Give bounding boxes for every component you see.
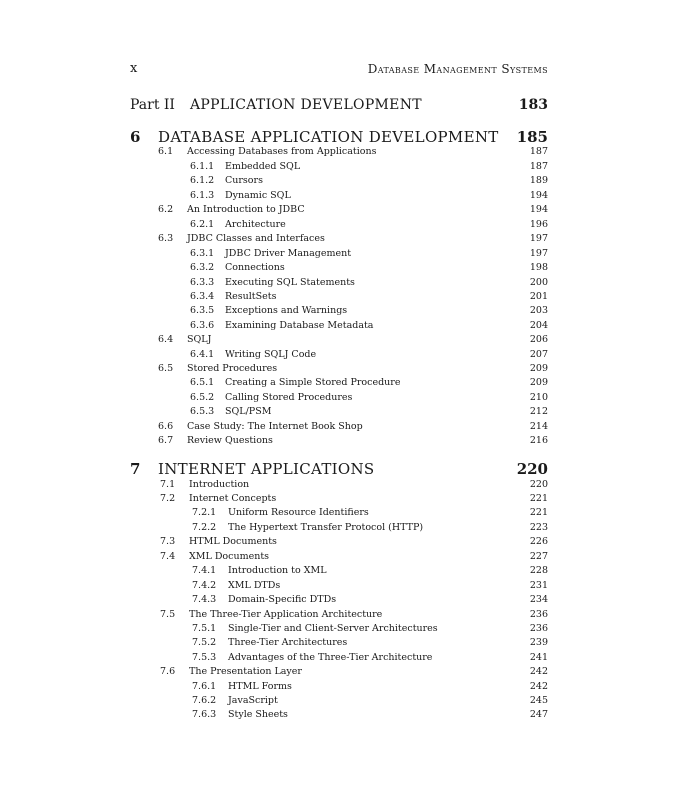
entry-title: Internet Concepts (189, 493, 277, 504)
entry-number: 6.5.1 (190, 377, 215, 388)
entry-page: 212 (529, 406, 548, 417)
entry-number: 6.1.3 (190, 190, 215, 201)
entry-page: 234 (529, 594, 548, 605)
chapter-title: DATABASE APPLICATION DEVELOPMENT (158, 128, 499, 146)
toc-entry (190, 174, 548, 188)
toc-entry (190, 276, 548, 290)
entry-page: 200 (529, 277, 548, 288)
toc-entry (190, 261, 548, 275)
chapter-title: INTERNET APPLICATIONS (158, 460, 375, 478)
toc-entry (192, 636, 548, 650)
toc-entry (160, 535, 548, 549)
entry-page: 245 (529, 695, 548, 706)
toc-entry (158, 203, 548, 217)
part-page: 183 (518, 97, 548, 113)
toc-entry (158, 362, 548, 376)
toc-entry (192, 680, 548, 694)
entry-number: 6.3.2 (190, 262, 215, 273)
entry-title: An Introduction to JDBC (187, 204, 305, 215)
entry-number: 7.1 (160, 479, 176, 490)
entry-title: HTML Forms (228, 681, 292, 692)
entry-title: Executing SQL Statements (225, 277, 355, 288)
entry-title: Style Sheets (228, 709, 288, 720)
toc-entry (192, 506, 548, 520)
entry-title: The Three-Tier Application Architecture (189, 609, 383, 620)
entry-number: 6.7 (158, 435, 174, 446)
chapter-heading (130, 460, 548, 480)
toc-entry (160, 608, 548, 622)
entry-page: 210 (529, 392, 548, 403)
toc-entry (160, 665, 548, 679)
entry-title: JDBC Driver Management (225, 248, 352, 259)
entry-number: 7.4.2 (192, 580, 217, 591)
entry-title: Dynamic SQL (225, 190, 291, 201)
entry-number: 7.6.3 (192, 709, 217, 720)
entry-page: 247 (529, 709, 548, 720)
toc-entry (190, 319, 548, 333)
entry-page: 221 (529, 493, 548, 504)
entry-number: 6.3.4 (190, 291, 215, 302)
entry-page: 223 (529, 522, 548, 533)
entry-page: 220 (529, 479, 548, 490)
entry-page: 242 (529, 681, 548, 692)
toc-entry (190, 376, 548, 390)
toc-entry (190, 160, 548, 174)
entry-page: 187 (529, 146, 548, 157)
entry-title: SQLJ (187, 334, 212, 345)
toc-entry (190, 405, 548, 419)
entry-number: 7.4.3 (192, 594, 217, 605)
entry-number: 6.1.1 (190, 161, 215, 172)
page-number: x (130, 61, 138, 76)
entry-page: 221 (529, 507, 548, 518)
entry-title: Accessing Databases from Applications (187, 146, 377, 157)
entry-page: 194 (529, 190, 548, 201)
entry-page: 198 (529, 262, 548, 273)
entry-title: The Presentation Layer (189, 666, 302, 677)
chapter-page: 220 (516, 460, 548, 478)
running-header (130, 61, 548, 77)
toc-entry (192, 708, 548, 722)
entry-title: XML Documents (189, 551, 270, 562)
toc-entry (190, 247, 548, 261)
entry-title: Writing SQLJ Code (225, 349, 317, 360)
entry-title: Three-Tier Architectures (228, 637, 348, 648)
entry-page: 209 (529, 377, 548, 388)
entry-page: 206 (529, 334, 548, 345)
entry-number: 6.5 (158, 363, 174, 374)
entry-page: 197 (529, 233, 548, 244)
entry-number: 7.4 (160, 551, 176, 562)
entry-page: 189 (529, 175, 548, 186)
toc-entry (158, 420, 548, 434)
entry-number: 7.4.1 (192, 565, 217, 576)
entry-title: Stored Procedures (187, 363, 278, 374)
toc-entry (158, 434, 548, 448)
toc-entry (158, 145, 548, 159)
part-label: Part II (130, 97, 175, 113)
toc-entry (192, 622, 548, 636)
entry-page: 242 (529, 666, 548, 677)
toc-entry (190, 304, 548, 318)
entry-title: Embedded SQL (225, 161, 301, 172)
entry-number: 7.5.3 (192, 652, 217, 663)
entry-title: ResultSets (225, 291, 277, 302)
entry-page: 207 (529, 349, 548, 360)
entry-number: 7.3 (160, 536, 176, 547)
entry-page: 187 (529, 161, 548, 172)
entry-title: Introduction (189, 479, 250, 490)
entry-page: 203 (529, 305, 548, 316)
toc-entry (160, 478, 548, 492)
entry-number: 7.5.2 (192, 637, 217, 648)
entry-number: 6.4 (158, 334, 174, 345)
entry-title: Architecture (225, 219, 286, 230)
entry-title: Single-Tier and Client-Server Architectures (228, 623, 438, 634)
entry-number: 6.5.2 (190, 392, 215, 403)
entry-page: 228 (529, 565, 548, 576)
entry-number: 6.4.1 (190, 349, 215, 360)
entry-page: 197 (529, 248, 548, 259)
entry-number: 7.2.1 (192, 507, 217, 518)
entry-title: Uniform Resource Identifiers (228, 507, 369, 518)
entry-number: 6.3.1 (190, 248, 215, 259)
entry-title: Exceptions and Warnings (225, 305, 348, 316)
entry-title: Advantages of the Three-Tier Architecture (228, 652, 433, 663)
entry-number: 6.6 (158, 421, 174, 432)
entry-title: Connections (225, 262, 285, 273)
entry-number: 7.2 (160, 493, 176, 504)
entry-title: Review Questions (187, 435, 273, 446)
entry-number: 6.3 (158, 233, 174, 244)
entry-title: SQL/PSM (225, 406, 272, 417)
entry-page: 239 (529, 637, 548, 648)
toc-entry (192, 521, 548, 535)
toc-entry (192, 651, 548, 665)
running-title: Database Management Systems (367, 62, 548, 76)
entry-number: 6.3.3 (190, 277, 215, 288)
entry-title: HTML Documents (189, 536, 277, 547)
entry-title: Cursors (225, 175, 263, 186)
entry-title: Creating a Simple Stored Procedure (225, 377, 401, 388)
entry-number: 6.3.5 (190, 305, 215, 316)
toc-entry (158, 333, 548, 347)
toc-entry (158, 232, 548, 246)
entry-number: 7.5 (160, 609, 176, 620)
entry-page: 214 (529, 421, 548, 432)
entry-title: Domain-Specific DTDs (228, 594, 337, 605)
entry-title: Introduction to XML (228, 565, 327, 576)
entry-title: Calling Stored Procedures (225, 392, 353, 403)
entry-number: 6.2.1 (190, 219, 215, 230)
entry-title: XML DTDs (228, 580, 281, 591)
entry-page: 236 (529, 609, 548, 620)
entry-page: 204 (529, 320, 548, 331)
chapter-number: 6 (130, 128, 141, 146)
entry-number: 6.5.3 (190, 406, 215, 417)
entry-title: JavaScript (228, 695, 278, 706)
entry-number: 7.6.1 (192, 681, 217, 692)
entry-page: 209 (529, 363, 548, 374)
chapter-number: 7 (130, 460, 141, 478)
toc-entry (160, 492, 548, 506)
toc-entry (192, 564, 548, 578)
entry-page: 201 (529, 291, 548, 302)
toc-entry (190, 218, 548, 232)
toc-entry (160, 550, 548, 564)
entry-page: 231 (529, 580, 548, 591)
entry-title: The Hypertext Transfer Protocol (HTTP) (228, 522, 424, 533)
entry-number: 7.6 (160, 666, 176, 677)
part-title: APPLICATION DEVELOPMENT (190, 97, 422, 113)
entry-page: 226 (529, 536, 548, 547)
entry-page: 227 (529, 551, 548, 562)
entry-number: 6.1.2 (190, 175, 215, 186)
entry-number: 7.5.1 (192, 623, 217, 634)
toc-entry (190, 391, 548, 405)
entry-number: 7.6.2 (192, 695, 217, 706)
entry-page: 216 (529, 435, 548, 446)
toc-entry (192, 694, 548, 708)
entry-number: 6.3.6 (190, 320, 215, 331)
toc-entry (190, 348, 548, 362)
entry-title: Case Study: The Internet Book Shop (187, 421, 363, 432)
entry-title: Examining Database Metadata (225, 320, 374, 331)
toc-entry (190, 290, 548, 304)
entry-title: JDBC Classes and Interfaces (187, 233, 325, 244)
entry-number: 6.1 (158, 146, 174, 157)
entry-page: 194 (529, 204, 548, 215)
entry-page: 196 (529, 219, 548, 230)
toc-entry (192, 579, 548, 593)
part-heading (130, 97, 548, 115)
toc-entry (192, 593, 548, 607)
entry-page: 241 (529, 652, 548, 663)
entry-page: 236 (529, 623, 548, 634)
entry-number: 6.2 (158, 204, 174, 215)
chapter-page: 185 (516, 128, 548, 146)
entry-number: 7.2.2 (192, 522, 217, 533)
toc-entry (190, 189, 548, 203)
